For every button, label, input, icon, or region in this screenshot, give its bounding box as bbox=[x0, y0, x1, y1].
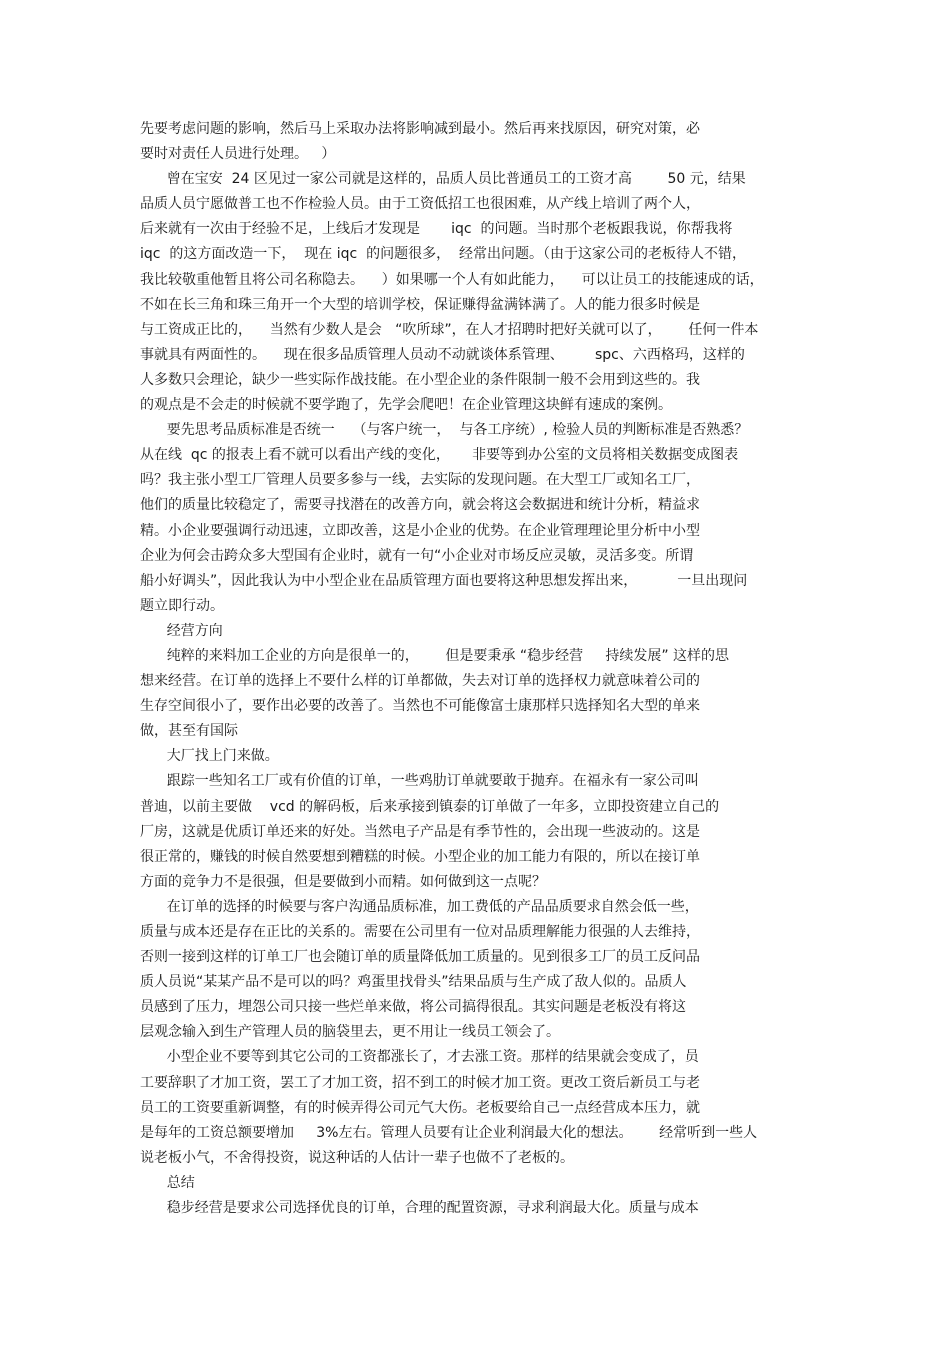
text-line: 人多数只会理论，缺少一些实际作战技能。在小型企业的条件限制一般不会用到这些的。我 bbox=[140, 371, 700, 388]
text-line: 是每年的工资总额要增加 3%左右。管理人员要有让企业利润最大化的想法。 经常听到一些人 bbox=[140, 1124, 758, 1141]
text-line: 吗？我主张小型工厂管理人员要多参与一线，去实际的发现问题。在大型工厂或知名工厂， bbox=[140, 472, 700, 489]
text-line: 想来经营。在订单的选择上不要什么样的订单都做，失去对订单的选择权力就意味着公司的 bbox=[140, 673, 700, 690]
text-line: 员感到了压力，埋怨公司只接一些烂单来做，将公司搞得很乱。其实问题是老板没有将这 bbox=[140, 999, 686, 1016]
text-line: 厂房，这就是优质订单还来的好处。当然电子产品是有季节性的，会出现一些波动的。这是 bbox=[140, 823, 700, 840]
text-line: 做，甚至有国际 bbox=[140, 723, 238, 740]
text-line: 船小好调头”，因此我认为中小型企业在品质管理方面也要将这种思想发挥出来， 一旦出现问 bbox=[140, 572, 748, 589]
body-text bbox=[140, 117, 810, 1221]
text-line: 经营方向 bbox=[140, 622, 223, 639]
text-line: 精。小企业要强调行动迅速，立即改善，这是小企业的优势。在企业管理理论里分析中小型 bbox=[140, 522, 700, 539]
text-line: 要时对责任人员进行处理。 ） bbox=[140, 146, 336, 163]
text-line: 说老板小气，不舍得投资，说这种话的人估计一辈子也做不了老板的。 bbox=[140, 1149, 574, 1166]
text-line: 员工的工资要重新调整，有的时候弄得公司元气大伤。老板要给自己一点经营成本压力，就 bbox=[140, 1099, 700, 1116]
text-line: 企业为何会击跨众多大型国有企业时，就有一句“小企业对市场反应灵敏，灵活多变。所谓 bbox=[140, 547, 694, 564]
text-line: 不如在长三角和珠三角开一个大型的培训学校，保证赚得盆满钵满了。人的能力很多时候是 bbox=[140, 296, 700, 313]
text-line: 生存空间很小了，要作出必要的改善了。当然也不可能像富士康那样只选择知名大型的单来 bbox=[140, 698, 700, 715]
text-line: 很正常的，赚钱的时候自然要想到糟糕的时候。小型企业的加工能力有限的，所以在接订单 bbox=[140, 848, 700, 865]
text-line: 普迪，以前主要做 vcd 的解码板，后来承接到镇泰的订单做了一年多，立即投资建立自己的 bbox=[140, 798, 720, 815]
text-line: 否则一接到这样的订单工厂也会随订单的质量降低加工质量的。见到很多工厂的员工反问品 bbox=[140, 949, 700, 966]
text-line: 与工资成正比的， 当然有少数人是会 “吹所球”，在人才招聘时把好关就可以了， 任何一件本 bbox=[140, 321, 759, 338]
text-line: 质量与成本还是存在正比的关系的。需要在公司里有一位对品质理解能力很强的人去维持， bbox=[140, 924, 700, 940]
text-line: 层观念输入到生产管理人员的脑袋里去，更不用让一线员工领会了。 bbox=[140, 1024, 560, 1041]
text-line: 后来就有一次由于经验不足，上线后才发现是 iqc 的问题。当时那个老板跟我说，你帮我将 bbox=[140, 221, 733, 238]
text-line: 题立即行动。 bbox=[140, 597, 224, 614]
text-line: 小型企业不要等到其它公司的工资都涨长了，才去涨工资。那样的结果就会变成了，员 bbox=[140, 1049, 699, 1066]
text-line: 质人员说“某某产品不是可以的吗？鸡蛋里找骨头”结果品质与生产成了敌人似的。品质人 bbox=[140, 974, 687, 991]
text-line: 纯粹的来料加工企业的方向是很单一的， 但是要秉承 “稳步经营 持续发展” 这样的思 bbox=[140, 647, 730, 664]
text-line: iqc 的这方面改造一下， 现在 iqc 的问题很多， 经常出问题。（由于这家公司的老板待人不错， bbox=[140, 246, 746, 263]
text-line: 事就具有两面性的。 现在很多品质管理人员动不动就谈体系管理、 spc、六西格玛，这样的 bbox=[140, 346, 745, 363]
text-line: 在订单的选择的时候要与客户沟通品质标准，加工费低的产品品质要求自然会低一些， bbox=[140, 898, 699, 915]
text-line: 品质人员宁愿做普工也不作检验人员。由于工资低招工也很困难，从产线上培训了两个人， bbox=[140, 196, 700, 213]
text-line: 稳步经营是要求公司选择优良的订单，合理的配置资源，寻求利润最大化。质量与成本 bbox=[140, 1200, 699, 1217]
text-line: 我比较敬重他暂且将公司名称隐去。 ）如果哪一个人有如此能力， 可以让员工的技能速成的话， bbox=[140, 271, 764, 288]
text-line: 总结 bbox=[140, 1174, 195, 1191]
text-line: 他们的质量比较稳定了，需要寻找潜在的改善方向，就会将这会数据进和统计分析，精益求 bbox=[140, 497, 700, 514]
text-line: 跟踪一些知名工厂或有价值的订单，一些鸡肋订单就要敢于抛弃。在福永有一家公司叫 bbox=[140, 773, 699, 790]
text-line: 大厂找上门来做。 bbox=[140, 748, 279, 765]
text-line: 先要考虑问题的影响，然后马上采取办法将影响减到最小。然后再来找原因，研究对策，必 bbox=[140, 121, 700, 137]
text-line: 工要辞职了才加工资，罢工了才加工资，招不到工的时候才加工资。更改工资后新员工与老 bbox=[140, 1074, 700, 1091]
text-line: 曾在宝安 24 区见过一家公司就是这样的，品质人员比普通员工的工资才高 50 元，结果 bbox=[140, 171, 746, 188]
text-line: 要先思考品质标准是否统一 （与客户统一， 与各工序统）, 检验人员的判断标准是否熟悉？ bbox=[140, 422, 749, 439]
text-line: 从在线 qc 的报表上看不就可以看出产线的变化， 非要等到办公室的文员将相关数据变成图表 bbox=[140, 447, 739, 464]
text-line: 方面的竞争力不是很强，但是要做到小而精。如何做到这一点呢？ bbox=[140, 873, 546, 890]
text-line: 的观点是不会走的时候就不要学跑了，先学会爬吧！在企业管理这块鲜有速成的案例。 bbox=[140, 397, 672, 414]
